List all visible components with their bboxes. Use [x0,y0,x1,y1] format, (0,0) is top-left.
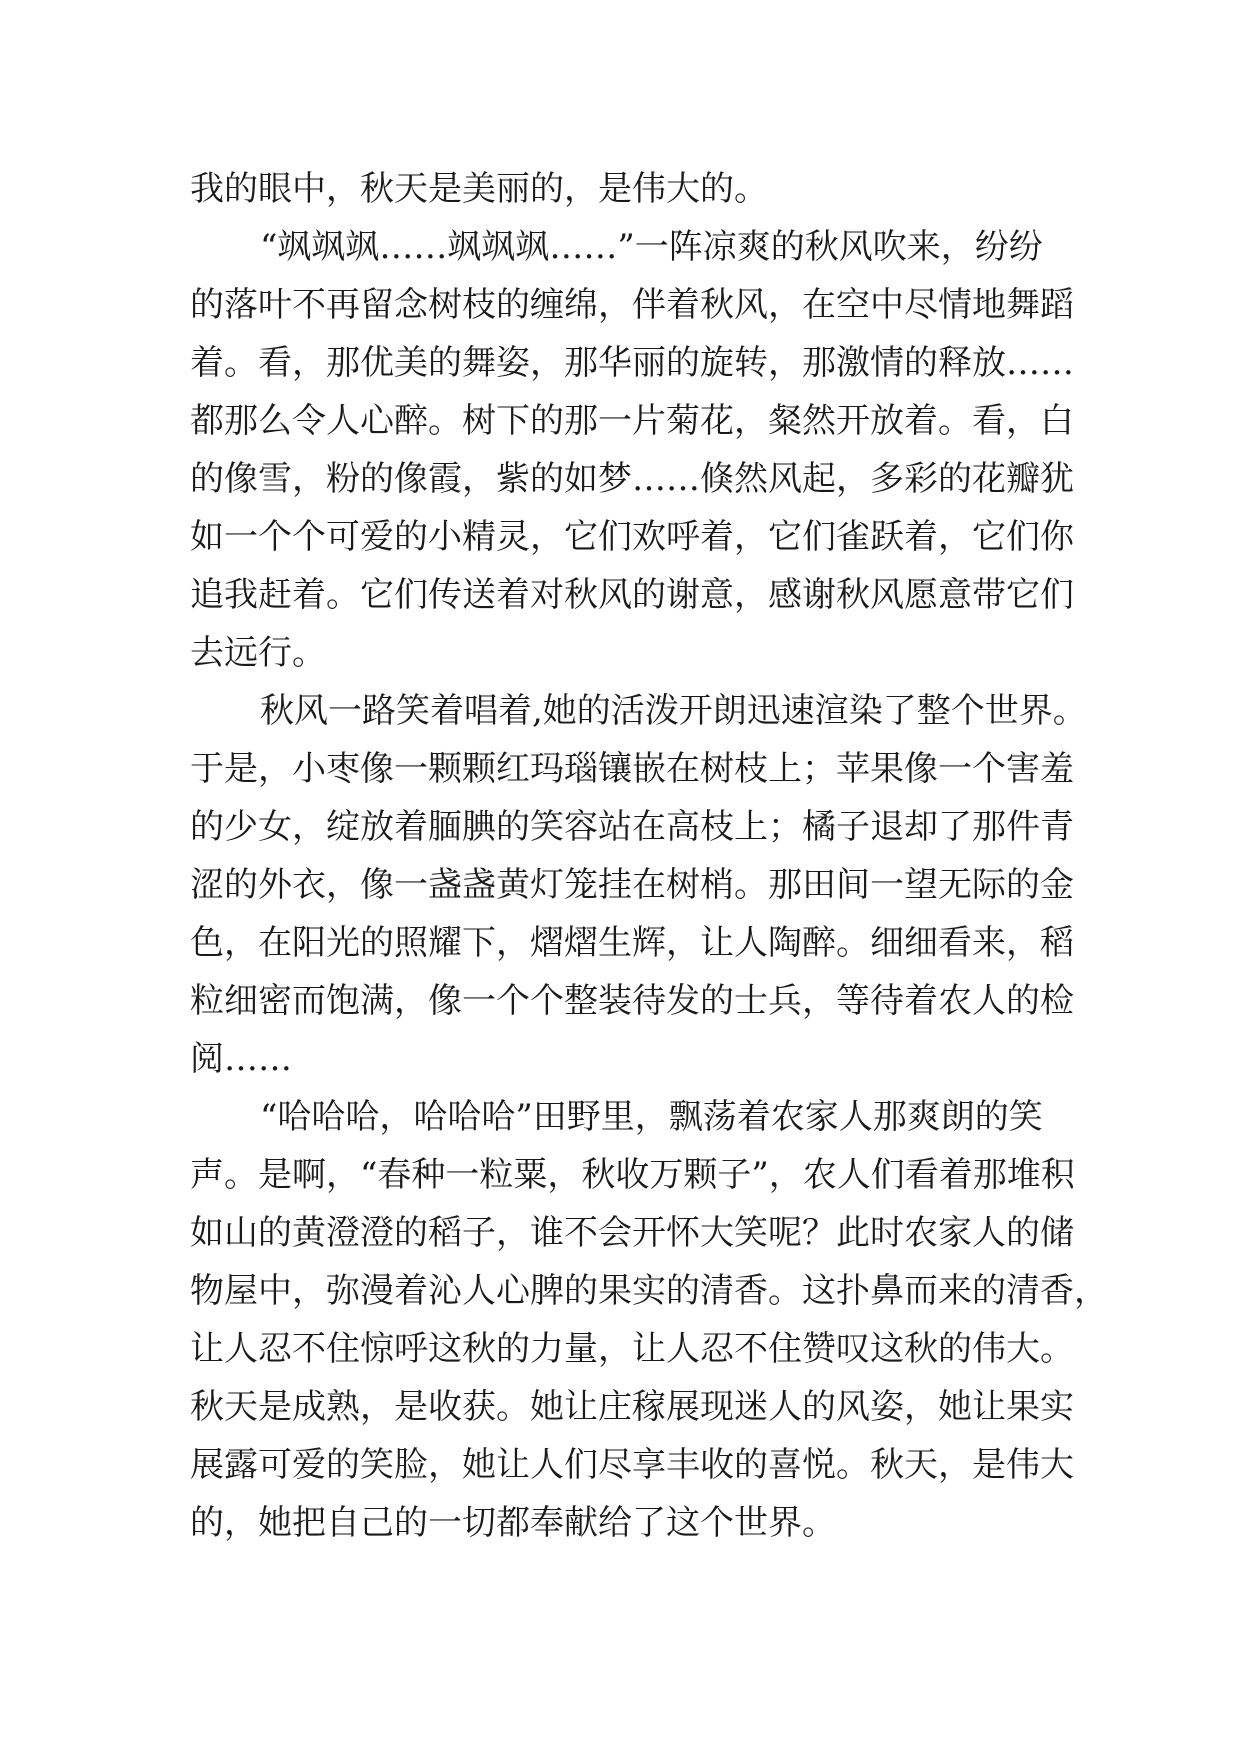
text-line: 如一个个可爱的小精灵，它们欢呼着，它们雀跃着，它们你 [190,517,1074,557]
text-line: 我的眼中，秋天是美丽的，是伟大的。 [190,169,768,209]
text-line: 展露可爱的笑脸，她让人们尽享丰收的喜悦。秋天，是伟大 [190,1445,1074,1485]
text-line: 于是，小枣像一颗颗红玛瑙镶嵌在树枝上；苹果像一个害羞 [190,749,1074,789]
text-line: 让人忍不住惊呼这秋的力量，让人忍不住赞叹这秋的伟大。 [190,1329,1074,1369]
text-line: 秋风一路笑着唱着,她的活泼开朗迅速渲染了整个世界。 [260,691,1087,731]
text-line: 都那么令人心醉。树下的那一片菊花，粲然开放着。看，白 [190,401,1074,441]
text-line: “飒飒飒……飒飒飒……”一阵凉爽的秋风吹来，纷纷 [260,227,1043,267]
text-line: 如山的黄澄澄的稻子，谁不会开怀大笑呢？此时农家人的储 [190,1213,1074,1253]
text-line: “哈哈哈，哈哈哈”田野里，飘荡着农家人那爽朗的笑 [260,1097,1043,1137]
text-line: 阅…… [190,1039,292,1079]
text-line: 追我赶着。它们传送着对秋风的谢意，感谢秋风愿意带它们 [190,575,1074,615]
text-line: 的落叶不再留念树枝的缠绵，伴着秋风，在空中尽情地舞蹈 [190,285,1074,325]
text-line: 秋天是成熟，是收获。她让庄稼展现迷人的风姿，她让果实 [190,1387,1074,1427]
text-line: 涩的外衣，像一盏盏黄灯笼挂在树梢。那田间一望无际的金 [190,865,1074,905]
text-line: 着。看，那优美的舞姿，那华丽的旋转，那激情的释放…… [190,343,1074,383]
text-line: 的像雪，粉的像霞，紫的如梦……倏然风起，多彩的花瓣犹 [190,459,1074,499]
text-line: 的少女，绽放着腼腆的笑容站在高枝上；橘子退却了那件青 [190,807,1074,847]
text-line: 的，她把自己的一切都奉献给了这个世界。 [190,1503,836,1543]
essay-body [190,160,1108,1552]
text-line: 粒细密而饱满，像一个个整装待发的士兵，等待着农人的检 [190,981,1074,1021]
text-line: 声。是啊，“春种一粒粟，秋收万颗子”，农人们看着那堆积 [190,1155,1075,1195]
text-line: 物屋中，弥漫着沁人心脾的果实的清香。这扑鼻而来的清香， [190,1271,1108,1311]
text-line: 去远行。 [190,633,326,673]
text-line: 色，在阳光的照耀下，熠熠生辉，让人陶醉。细细看来，稻 [190,923,1074,963]
